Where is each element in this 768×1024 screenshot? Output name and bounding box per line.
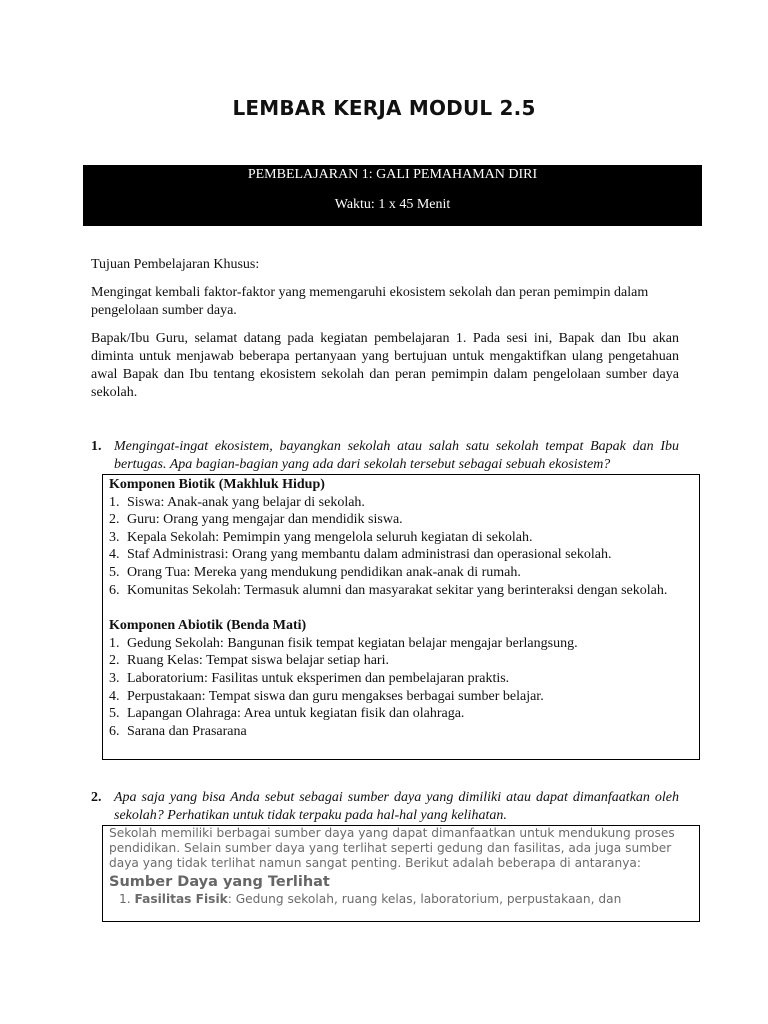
question-2-text: Apa saja yang bisa Anda sebut sebagai sumber daya yang dimiliki atau dapat dimanfaatkan oleh sekolah? Perhatikan untuk tidak terpaku pada hal-hal yang kelihatan. <box>114 790 679 823</box>
list-item: 2. Ruang Kelas: Tempat siswa belajar setiap hari. <box>109 653 389 669</box>
list-item: 5. Orang Tua: Mereka yang mendukung pendidikan anak-anak di rumah. <box>109 564 521 580</box>
question-1-text: Mengingat-ingat ekosistem, bayangkan sekolah atau salah satu sekolah tempat Bapak dan Ibu bertugas. Apa bagian-bagian yang ada dari sekolah tersebut sebagai sebuah ekosistem? <box>114 439 679 472</box>
section-banner <box>83 165 702 226</box>
item-label: Fasilitas Fisik <box>134 891 228 906</box>
question-2-number: 2. <box>91 790 102 805</box>
banner-duration: Waktu: 1 x 45 Menit <box>334 197 451 212</box>
list-item: 1. Fasilitas Fisik: Gedung sekolah, ruang kelas, laboratorium, perpustakaan, dan <box>119 891 622 906</box>
question-2 <box>91 789 679 825</box>
answer-1-box[interactable] <box>102 474 700 760</box>
list-item: 3. Laboratorium: Fasilitas untuk eksperimen dan pembelajaran praktis. <box>109 670 510 686</box>
banner-title: PEMBELAJARAN 1: GALI PEMAHAMAN DIRI <box>247 167 538 182</box>
list-item: 6. Komunitas Sekolah: Termasuk alumni dan masyarakat sekitar yang berinteraksi dengan sekolah. <box>109 582 668 598</box>
answer-2-paragraph: Sekolah memiliki berbagai sumber daya yang dapat dimanfaatkan untuk mendukung proses pendidikan. Selain sumber daya yang terlihat seperti gedung dan fasilitas, ada juga sumber daya yang tidak terlihat namun sangat penting. Berikut adalah beberapa di antaranya: <box>109 826 675 871</box>
list-item: 5. Lapangan Olahraga: Area untuk kegiatan fisik dan olahraga. <box>109 706 465 722</box>
intro-section <box>91 256 679 412</box>
answer-2-box[interactable] <box>102 825 700 922</box>
abiotic-list <box>109 635 693 741</box>
biotic-list <box>109 494 693 600</box>
biotic-heading: Komponen Biotik (Makhluk Hidup) <box>109 477 325 492</box>
list-item: 6. Sarana dan Prasarana <box>109 723 247 739</box>
objective-heading: Tujuan Pembelajaran Khusus: <box>91 257 260 272</box>
welcome-text: Bapak/Ibu Guru, selamat datang pada kegiatan pembelajaran 1. Pada sesi ini, Bapak dan Ibu akan diminta untuk menjawab beberapa pertanyaan yang bertujuan untuk mengaktifkan ulang pengetahuan awal Bapak dan Ibu tentang ekosistem sekolah dan peran pemimpin dalam pengelolaan sumber daya sekolah. <box>91 331 679 400</box>
list-item: 3. Kepala Sekolah: Pemimpin yang mengelola seluruh kegiatan di sekolah. <box>109 529 533 545</box>
list-item: 2. Guru: Orang yang mengajar dan mendidik siswa. <box>109 512 403 528</box>
page-title: LEMBAR KERJA MODUL 2.5 <box>232 96 536 120</box>
list-item: 1. Gedung Sekolah: Bangunan fisik tempat kegiatan belajar mengajar berlangsung. <box>109 635 578 651</box>
objective-text: Mengingat kembali faktor-faktor yang memengaruhi ekosistem sekolah dan peran pemimpin dalam pengelolaan sumber daya. <box>91 285 649 318</box>
abiotic-heading: Komponen Abiotik (Benda Mati) <box>109 618 307 634</box>
answer-2-heading: Sumber Daya yang Terlihat <box>109 873 330 890</box>
question-1-number: 1. <box>91 439 102 454</box>
list-item: 4. Perpustakaan: Tempat siswa dan guru mengakses berbagai sumber belajar. <box>109 688 544 704</box>
list-item: 1. Siswa: Anak-anak yang belajar di sekolah. <box>109 494 365 510</box>
question-1 <box>91 438 679 474</box>
list-item: 4. Staf Administrasi: Orang yang membantu dalam administrasi dan operasional sekolah. <box>109 547 612 563</box>
